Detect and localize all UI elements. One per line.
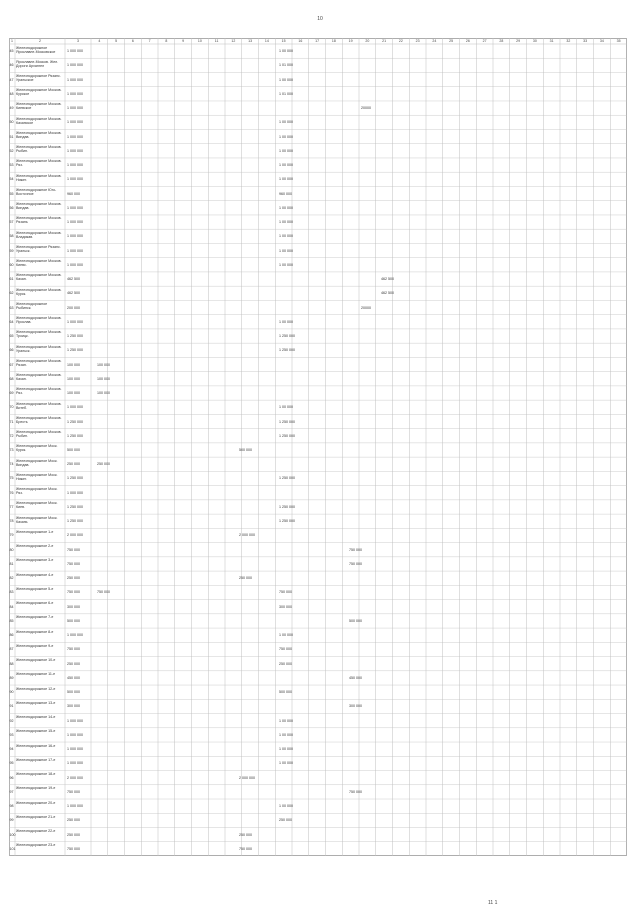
row-value: 1 00 000 (279, 747, 293, 752)
row-number: 84 (9, 604, 14, 609)
row-value: 250 000 (67, 818, 80, 823)
column-header: 19 (348, 39, 353, 43)
row-value: 1 00 000 (279, 177, 293, 182)
row-value: 1 000 000 (67, 262, 83, 267)
column-header: 17 (315, 39, 320, 43)
column-header: 20 (365, 39, 370, 43)
row-value: 750 000 (67, 590, 80, 595)
row-title: Железнодорожное 4-е (16, 572, 54, 577)
row-number: 51 (9, 134, 14, 139)
row-value: 1 00 000 (279, 120, 293, 125)
column-header: 5 (115, 39, 118, 43)
column-header: 3 (77, 39, 79, 43)
row-value: 250 000 (67, 462, 80, 467)
row-value: 250 000 (239, 832, 252, 837)
column-header: 27 (482, 39, 487, 43)
row-value: 500 000 (279, 690, 292, 695)
column-header: 18 (331, 39, 336, 43)
column-header: 10 (197, 39, 202, 43)
row-value: 250 000 (279, 818, 292, 823)
row-number: 101 (9, 846, 16, 851)
column-header: 31 (549, 39, 554, 43)
row-number: 63 (9, 305, 14, 310)
row-number: 87 (9, 647, 14, 652)
row-number: 59 (9, 248, 14, 253)
page-bottom-marker: 11 1 (488, 900, 498, 906)
row-value: 750 000 (349, 547, 362, 552)
column-header: 12 (231, 39, 236, 43)
row-value: 300 000 (67, 704, 80, 709)
row-value: 1 250 000 (279, 476, 295, 481)
row-title: Железнодорожное Москов. Ярослав. (16, 316, 62, 325)
row-number: 66 (9, 348, 14, 353)
row-value: 1 00 000 (279, 405, 293, 410)
row-value: 100 000 (97, 391, 110, 396)
column-header: 21 (382, 39, 387, 43)
row-value: 1 000 000 (67, 248, 83, 253)
row-value: 1 00 000 (279, 163, 293, 168)
column-header: 13 (248, 39, 253, 43)
row-number: 80 (9, 547, 14, 552)
grid-border (10, 39, 627, 856)
row-value: 1 00 000 (279, 262, 293, 267)
row-number: 90 (9, 690, 14, 695)
row-value: 1 00 000 (279, 761, 293, 766)
row-value: 1 00 000 (279, 49, 293, 54)
row-title: Железнодорожное 11-е (16, 672, 56, 677)
row-value: 1 00 000 (279, 220, 293, 225)
row-value: 1 000 000 (67, 148, 83, 153)
row-number: 62 (9, 291, 14, 296)
row-value: 2 000 000 (239, 775, 255, 780)
row-value: 1 000 000 (67, 490, 83, 495)
row-value: 750 000 (97, 590, 110, 595)
row-value: 1 000 000 (67, 718, 83, 723)
row-title: Железнодорожное Москов. Казанское (16, 116, 62, 125)
row-value: 20000 (361, 106, 371, 111)
row-value: 250 000 (279, 661, 292, 666)
row-number: 97 (9, 789, 14, 794)
row-value: 1 250 000 (279, 419, 295, 424)
row-title: Железнодорожное Москов. Виндав. (16, 130, 62, 139)
row-title: Железнодорожное Юго-Восточное (16, 187, 57, 196)
row-title: Железнодорожное 16-е (16, 743, 56, 748)
row-number: 49 (9, 106, 14, 111)
row-value: 1 00 000 (279, 319, 293, 324)
row-number: 71 (9, 419, 14, 424)
column-header: 14 (264, 39, 269, 43)
row-title: Железнодорожное 7-е (16, 615, 54, 620)
row-number: 79 (9, 533, 14, 538)
row-value: 1 000 000 (67, 177, 83, 182)
row-value: 1 000 000 (67, 405, 83, 410)
column-header: 4 (98, 39, 101, 43)
row-title: Железнодорожное Моск. Нижег. (16, 472, 58, 481)
row-value: 1 00 000 (279, 134, 293, 139)
row-value: 750 000 (67, 789, 80, 794)
row-number: 65 (9, 334, 14, 339)
column-header: 9 (182, 39, 185, 43)
row-title: Железнодорожное Москов. Бресть (16, 415, 62, 424)
row-title: Железнодорожное 3-е (16, 558, 54, 563)
row-title: Железнодорожное Рязанс. Уральск. (16, 244, 61, 253)
row-title: Железнодорожное Ярославле-Московское (16, 45, 56, 54)
row-number: 83 (9, 590, 14, 595)
row-value: 960 000 (67, 191, 80, 196)
row-value: 100 000 (97, 376, 110, 381)
row-title: Железнодорожное Москов. Владикав. (16, 230, 62, 239)
row-title: Железнодорожное 5-е (16, 586, 54, 591)
row-number: 55 (9, 191, 14, 196)
row-value: 462 500 (67, 277, 80, 282)
row-number: 61 (9, 277, 14, 282)
row-value: 1 250 000 (67, 419, 83, 424)
row-number: 67 (9, 362, 14, 367)
row-number: 73 (9, 448, 14, 452)
row-value: 1 000 000 (67, 633, 83, 638)
ledger-grid (9, 38, 627, 856)
row-number: 77 (9, 504, 14, 509)
row-title: Железнодорожное Моск. Курск. (16, 444, 58, 453)
row-title: Железнодорожное Москов. Киевское (16, 102, 62, 111)
row-number: 88 (9, 661, 14, 666)
row-value: 500 000 (349, 618, 362, 623)
row-number: 95 (9, 761, 14, 766)
row-value: 1 250 000 (67, 348, 83, 353)
row-title: Железнодорожное 13-е (16, 700, 56, 705)
row-value: 250 000 (67, 661, 80, 666)
row-title: Ярославле-Москов. Жел. Дороги Архангел (16, 59, 59, 68)
row-number: 47 (9, 77, 14, 82)
row-title: Железнодорожное Моск. Киев. (16, 501, 58, 510)
column-header: 23 (415, 39, 420, 43)
row-value: 250 000 (97, 462, 110, 467)
column-header: 1 (11, 39, 13, 43)
row-title: Железнодорожное 10-е (16, 658, 56, 663)
row-title: Железнодорожное 6-е (16, 601, 54, 606)
row-title: Железнодорожное 8-е (16, 629, 54, 634)
row-value: 1 000 000 (67, 319, 83, 324)
column-header: 2 (39, 39, 41, 43)
row-value: 1 000 000 (67, 77, 83, 82)
row-value: 750 000 (349, 561, 362, 566)
row-number: 56 (9, 205, 14, 210)
row-value: 2 000 000 (239, 533, 255, 538)
column-header: 30 (532, 39, 537, 43)
row-value: 1 00 000 (279, 148, 293, 153)
column-header: 6 (131, 39, 134, 43)
row-title: Железнодорожное 17-е (16, 757, 56, 762)
column-header: 32 (566, 39, 571, 43)
row-value: 200 000 (67, 305, 80, 310)
row-value: 1 000 000 (67, 106, 83, 111)
row-title: Железнодорожное Москов. Троицк. (16, 330, 62, 339)
row-value: 1 01 000 (279, 63, 293, 68)
row-title: Железнодорожное Москов. Рязань (16, 216, 62, 225)
column-header: 34 (599, 39, 604, 43)
row-number: 100 (9, 832, 16, 837)
row-title: Железнодорожное Москов. Рязан. (16, 358, 62, 367)
row-value: 1 250 000 (279, 519, 295, 524)
column-header: 8 (165, 39, 168, 43)
row-value: 1 000 000 (67, 63, 83, 68)
row-title: Железнодорожное 14-е (16, 715, 56, 720)
row-title: Железнодорожное 1-е (16, 529, 54, 534)
row-title: Железнодорожное 21-е (16, 814, 56, 819)
row-value: 750 000 (67, 547, 80, 552)
row-value: 960 000 (279, 191, 292, 196)
row-number: 70 (9, 405, 14, 410)
row-number: 78 (9, 519, 14, 524)
row-title: Железнодорожное Моск. Виндав. (16, 458, 58, 467)
row-number: 99 (9, 818, 14, 823)
row-value: 500 000 (67, 618, 80, 623)
row-number: 98 (9, 804, 14, 809)
row-value: 1 00 000 (279, 248, 293, 253)
row-title: Железнодорожное Москов. Ряз. (16, 387, 62, 396)
row-title: Железнодорожное Москов. Курск. (16, 287, 62, 296)
row-title: Железнодорожное Москов. Рыбин. (16, 145, 62, 154)
row-value: 1 00 000 (279, 234, 293, 239)
row-number: 46 (9, 63, 14, 68)
row-value: 1 00 000 (279, 205, 293, 210)
row-number: 85 (9, 618, 14, 623)
row-number: 48 (9, 91, 14, 96)
column-header: 28 (499, 39, 504, 43)
row-value: 1 250 000 (67, 476, 83, 481)
row-value: 1 000 000 (67, 120, 83, 125)
row-title: Железнодорожное Моск. Казань (16, 515, 58, 524)
row-title: Железнодорожное Рыбинск. (16, 301, 48, 310)
row-value: 1 000 000 (67, 205, 83, 210)
row-number: 58 (9, 234, 14, 239)
row-title: Железнодорожное Москов. Курское (16, 88, 62, 97)
row-value: 2 000 000 (67, 533, 83, 538)
row-value: 500 000 (67, 448, 80, 452)
row-value: 1 250 000 (279, 504, 295, 509)
row-value: 1 00 000 (279, 77, 293, 82)
row-value: 1 000 000 (67, 134, 83, 139)
row-number: 86 (9, 633, 14, 638)
row-value: 450 000 (67, 675, 80, 680)
row-number: 76 (9, 490, 14, 495)
row-value: 1 00 000 (279, 718, 293, 723)
row-number: 92 (9, 718, 14, 723)
row-number: 74 (9, 462, 14, 467)
column-header: 22 (398, 39, 403, 43)
row-value: 1 000 000 (67, 220, 83, 225)
row-value: 750 000 (67, 846, 80, 851)
column-header: 26 (465, 39, 470, 43)
row-title: Железнодорожное Моск. Ряз. (16, 487, 58, 496)
column-header: 7 (148, 39, 151, 43)
row-value: 1 250 000 (279, 334, 295, 339)
row-value: 1 000 000 (67, 732, 83, 737)
row-value: 100 000 (67, 362, 80, 367)
row-number: 54 (9, 177, 14, 182)
row-number: 96 (9, 775, 14, 780)
row-number: 60 (9, 262, 14, 267)
row-number: 82 (9, 576, 14, 581)
row-title: Железнодорожное 20-е (16, 800, 56, 805)
row-number: 89 (9, 675, 14, 680)
row-value: 1 00 000 (279, 732, 293, 737)
column-header: 29 (516, 39, 521, 43)
column-header: 16 (298, 39, 303, 43)
row-value: 1 000 000 (67, 804, 83, 809)
row-value: 250 000 (239, 576, 252, 581)
column-header: 33 (583, 39, 588, 43)
row-number: 53 (9, 163, 14, 168)
row-title: Железнодорожное 12-е (16, 686, 56, 691)
row-value: 750 000 (239, 846, 252, 851)
row-title: Железнодорожное Москов. Казан. (16, 273, 62, 282)
row-value: 750 000 (67, 561, 80, 566)
row-title: Железнодорожное 19-е (16, 786, 56, 791)
ledger-sheet (9, 38, 627, 856)
row-value: 1 250 000 (67, 504, 83, 509)
row-value: 750 000 (67, 647, 80, 652)
row-number: 69 (9, 391, 14, 396)
column-header: 25 (449, 39, 454, 43)
row-title: Железнодорожное Москов. Рыбин. (16, 430, 62, 439)
row-title: Железнодорожное Москов. Витеб. (16, 401, 62, 410)
row-value: 750 000 (279, 647, 292, 652)
row-value: 1 000 000 (67, 761, 83, 766)
row-value: 1 00 000 (279, 633, 293, 638)
page-top-marker: 10 (317, 16, 323, 22)
row-title: Железнодорожное 23-е (16, 843, 56, 848)
row-title: Железнодорожное 18-е (16, 772, 56, 777)
row-value: 100 000 (97, 362, 110, 367)
row-value: 1 000 000 (67, 747, 83, 752)
column-header: 11 (214, 39, 219, 43)
row-value: 1 250 000 (67, 433, 83, 438)
row-value: 450 000 (349, 675, 362, 680)
column-header: 24 (432, 39, 437, 43)
row-title: Железнодорожное 2-е (16, 544, 54, 549)
row-value: 1 01 000 (279, 91, 293, 96)
row-title: Железнодорожное 15-е (16, 729, 56, 734)
row-value: 300 000 (349, 704, 362, 709)
row-value: 100 000 (67, 376, 80, 381)
row-value: 462 500 (381, 277, 394, 282)
row-number: 50 (9, 120, 14, 125)
row-value: 100 000 (67, 391, 80, 396)
row-number: 91 (9, 704, 14, 709)
row-value: 1 250 000 (279, 348, 295, 353)
row-number: 94 (9, 747, 14, 752)
row-value: 462 500 (67, 291, 80, 296)
row-value: 1 250 000 (279, 433, 295, 438)
row-value: 2 000 000 (67, 775, 83, 780)
row-value: 750 000 (279, 590, 292, 595)
row-value: 1 00 000 (279, 804, 293, 809)
row-value: 300 000 (279, 604, 292, 609)
row-number: 81 (9, 561, 14, 566)
row-number: 52 (9, 148, 14, 153)
row-number: 64 (9, 319, 14, 324)
row-title: Железнодорожное 22-е (16, 829, 56, 833)
row-value: 750 000 (349, 789, 362, 794)
row-value: 1 250 000 (67, 334, 83, 339)
row-number: 57 (9, 220, 14, 225)
row-number: 68 (9, 376, 14, 381)
row-value: 500 000 (67, 690, 80, 695)
row-title: Железнодорожное Москов. Ряз. (16, 159, 62, 168)
row-number: 45 (9, 49, 14, 54)
column-header: 15 (281, 39, 286, 43)
row-title: Железнодорожное Москов. Киевс. (16, 259, 62, 268)
row-value: 300 000 (67, 604, 80, 609)
row-value: 1 000 000 (67, 163, 83, 168)
row-value: 20000 (361, 305, 371, 310)
row-value: 462 500 (381, 291, 394, 296)
row-value: 1 000 000 (67, 49, 83, 54)
row-title: Железнодорожное Москов. Нижег. (16, 173, 62, 182)
row-value: 1 250 000 (67, 519, 83, 524)
row-value: 1 000 000 (67, 234, 83, 239)
row-value: 500 000 (239, 448, 252, 452)
row-value: 250 000 (67, 832, 80, 837)
row-value: 250 000 (67, 576, 80, 581)
row-number: 75 (9, 476, 14, 481)
row-title: Железнодорожное Москов. Казан. (16, 373, 62, 382)
column-header: 35 (616, 39, 621, 43)
row-number: 72 (9, 433, 14, 438)
row-number: 93 (9, 732, 14, 737)
row-title: Железнодорожное 9-е (16, 643, 54, 648)
row-title: Железнодорожное Рязанс. Уральское (16, 73, 61, 82)
row-value: 1 000 000 (67, 91, 83, 96)
row-title: Железнодорожное Москов. Уральск. (16, 344, 62, 353)
row-title: Железнодорожное Москов. Виндав. (16, 202, 62, 211)
